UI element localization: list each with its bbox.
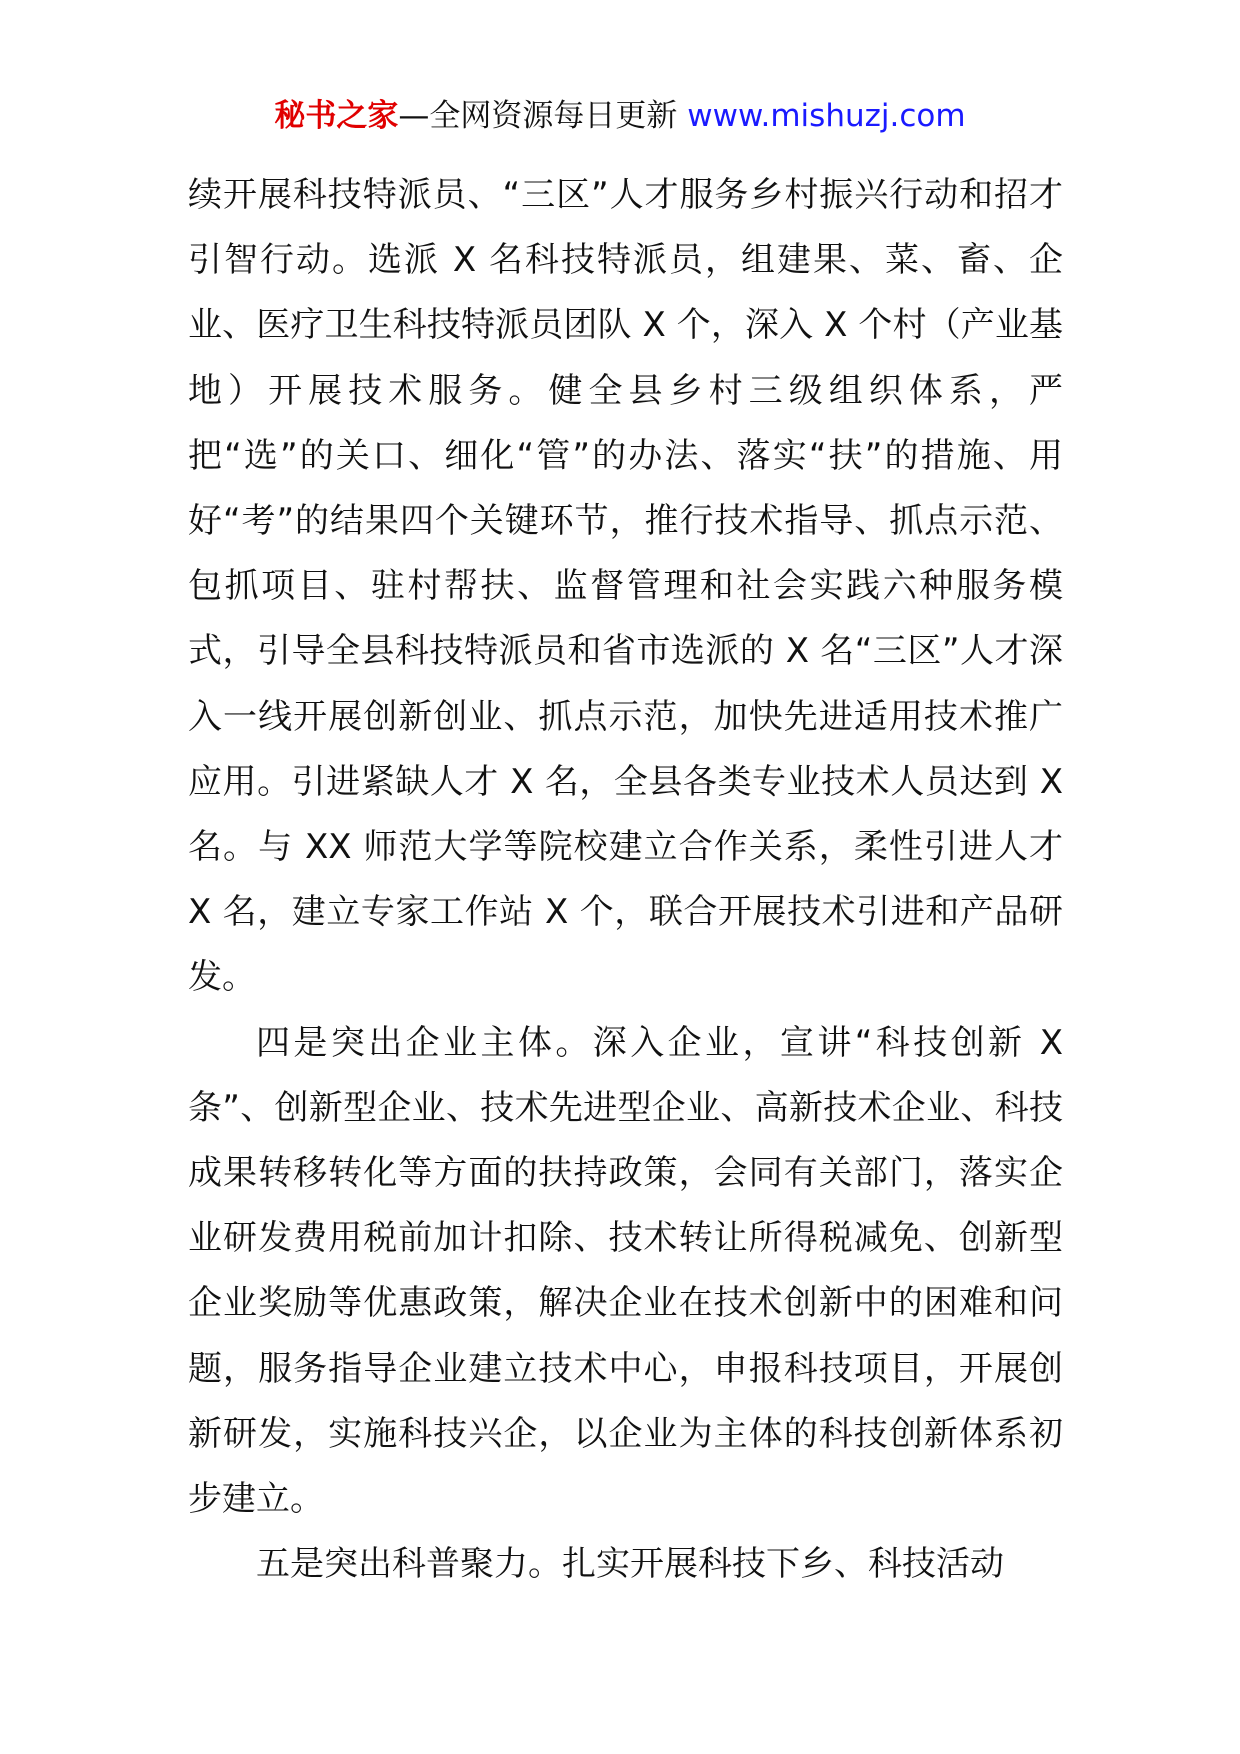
paragraph-continuation: 续开展科技特派员、“三区”人才服务乡村振兴行动和招才引智行动。选派 X 名科技特派员，组建果、菜、畜、企业、医疗卫生科技特派员团队 X 个，深入 X 个村（产业基地）开展技术服务。健全县乡村三级组织体系，严把“选”的关口、细化“管”的办法、落实“扶”的措施、用好“考”的结果四个关键环节，推行技术指导、抓点示范、包抓项目、驻村帮扶、监督管理和社会实践六种服务模式，引导全县科技特派员和省市选派的 X 名“三区”人才深入一线开展创新创业、抓点示范，加快先进适用技术推广应用。引进紧缺人才 X 名，全县各类专业技术人员达到 X 名。与 XX 师范大学等院校建立合作关系，柔性引进人才 X 名，建立专家工作站 X 个，联合开展技术引进和产品研发。 [188,175,1063,998]
paragraph-science-popularization: 五是突出科普聚力。扎实开展科技下乡、科技活动 [256,1544,1004,1585]
site-url[interactable]: www.mishuzj.com [687,98,966,134]
site-header [0,96,1240,136]
site-tagline: —全网资源每日更新 [398,98,688,134]
site-brand: 秘书之家 [274,98,399,134]
document-body [188,163,1063,1597]
paragraph-enterprise-subject: 四是突出企业主体。深入企业，宣讲“科技创新 X 条”、创新型企业、技术先进型企业、高新技术企业、科技成果转移转化等方面的扶持政策，会同有关部门，落实企业研发费用税前加计扣除、技术转让所得税减免、创新型企业奖励等优惠政策，解决企业在技术创新中的困难和问题，服务指导企业建立技术中心，申报科技项目，开展创新研发，实施科技兴企，以企业为主体的科技创新体系初步建立。 [188,1022,1063,1520]
